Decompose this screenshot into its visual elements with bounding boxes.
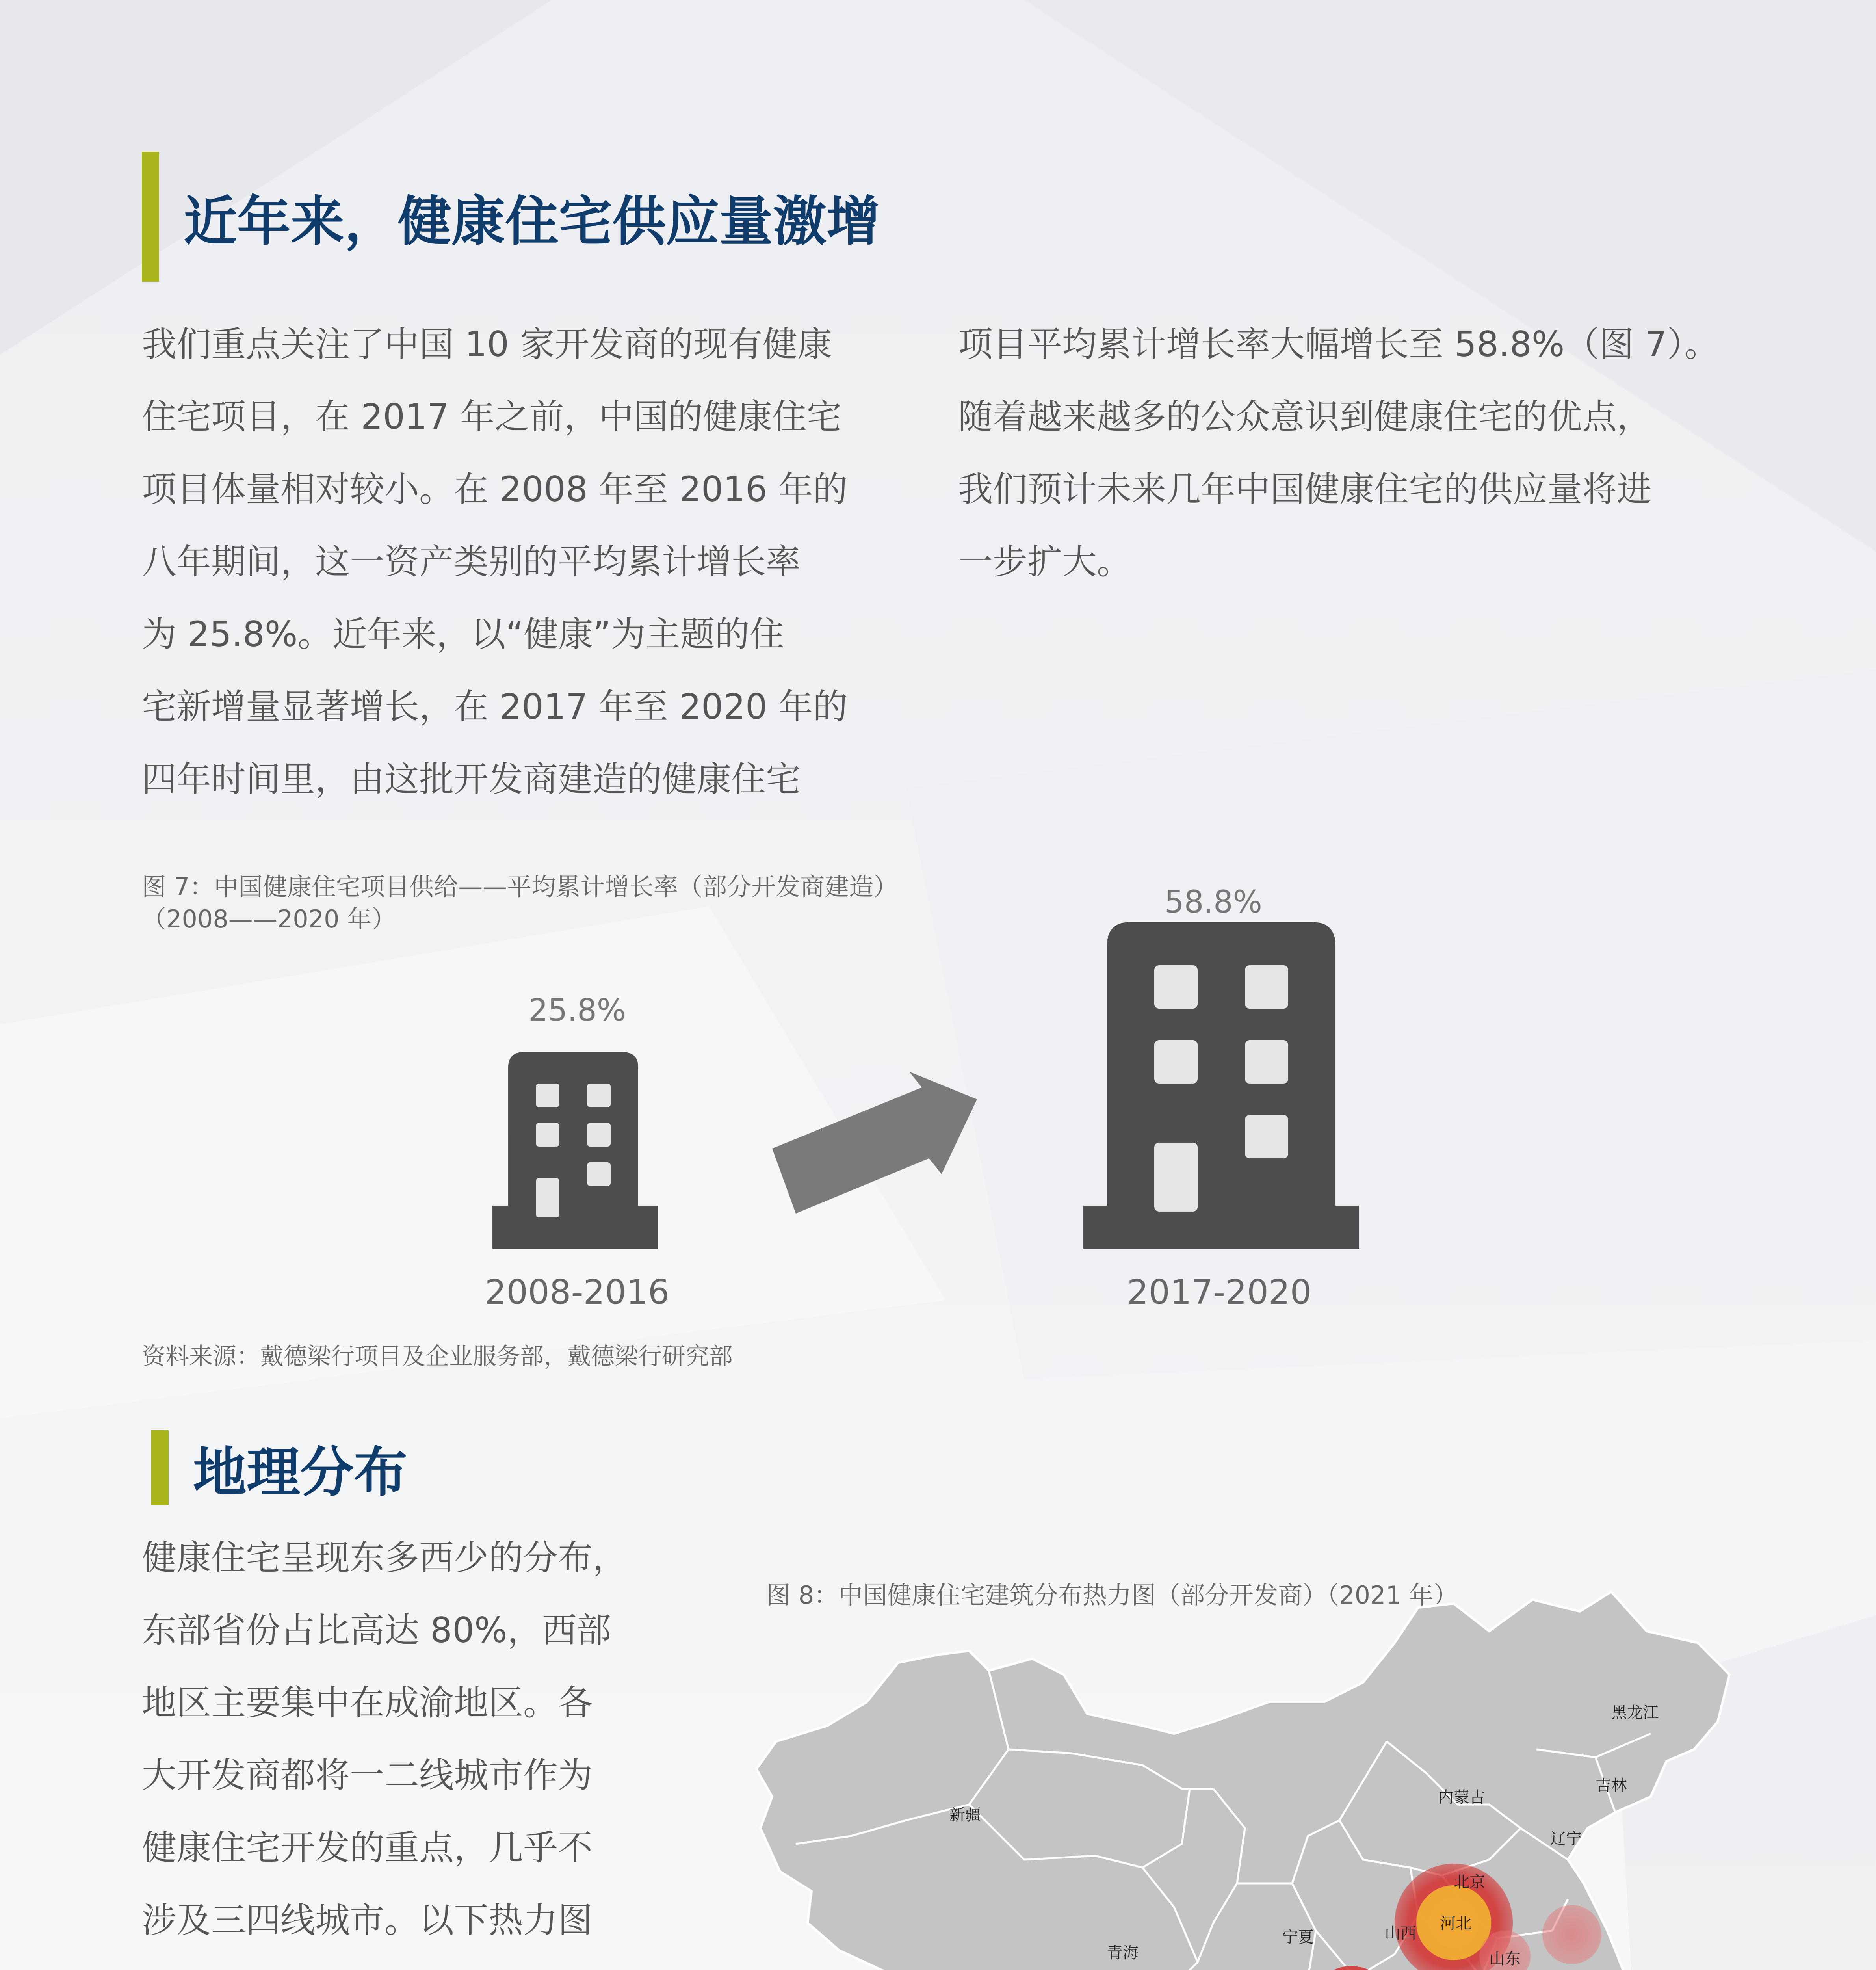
section-heading-geography (151, 1430, 407, 1505)
province-label: 吉林 (1596, 1777, 1627, 1795)
figure7-source: 资料来源：戴德梁行项目及企业服务部，戴德梁行研究部 (142, 1343, 733, 1370)
text-line: 大开发商都将一二线城市作为 (142, 1755, 593, 1795)
heading-text: 近年来，健康住宅供应量激增 (184, 191, 880, 253)
period-after: 2017-2020 (1127, 1273, 1312, 1312)
growth-arrow-icon (772, 1072, 993, 1214)
text-line: 我们预计未来几年中国健康住宅的供应量将进 (958, 469, 1652, 509)
text-line: 地区主要集中在成渝地区。各 (142, 1682, 593, 1723)
text-line: 随着越来越多的公众意识到健康住宅的优点， (958, 396, 1652, 437)
heading-accent-bar (142, 152, 159, 282)
paragraph-right (958, 308, 1719, 598)
text-line: 健康住宅开发的重点，几乎不 (142, 1827, 593, 1868)
province-label: 新疆 (949, 1806, 981, 1824)
text-line: 住宅项目，在 2017 年之前，中国的健康住宅 (142, 396, 841, 437)
province-label: 内蒙古 (1438, 1788, 1485, 1806)
heading-text: 地理分布 (193, 1442, 407, 1504)
text-line (142, 1957, 627, 1970)
growth-value-after: 58.8% (1165, 885, 1262, 920)
text-line: 八年期间，这一资产类别的平均累计增长率 (142, 541, 801, 582)
text-line: 项目平均累计增长率大幅增长至 58.8%（图 7）。 (958, 324, 1719, 364)
text-line: 宅新增量显著增长，在 2017 年至 2020 年的 (142, 686, 848, 727)
text-line: 项目体量相对较小。在 2008 年至 2016 年的 (142, 469, 848, 509)
period-before: 2008-2016 (485, 1273, 670, 1312)
paragraph-geography (142, 1522, 627, 1970)
heat-circle-liaoning-coast (1542, 1905, 1601, 1964)
text-line: 我们重点关注了中国 10 家开发商的现有健康 (142, 324, 832, 364)
province-label: 黑龙江 (1611, 1704, 1659, 1722)
province-label: 青海 (1107, 1944, 1139, 1962)
small-building-icon (489, 1052, 666, 1249)
china-heat-map (749, 1584, 1757, 1970)
large-building-icon (1079, 922, 1363, 1249)
figure7-caption (142, 871, 898, 935)
province-label: 山西 (1385, 1924, 1416, 1942)
province-label: 河北 (1440, 1914, 1471, 1933)
heading-accent-bar (151, 1430, 169, 1505)
province-label: 北京 (1454, 1873, 1485, 1891)
growth-value-before: 25.8% (528, 993, 626, 1028)
text-line: 四年时间里，由这批开发商建造的健康住宅 (142, 759, 801, 799)
province-label: 宁夏 (1282, 1928, 1314, 1946)
text-line: 健康住宅呈现东多西少的分布， (142, 1537, 628, 1578)
text-line: 涉及三四线城市。以下热力图 (142, 1900, 593, 1940)
text-line: 为 25.8%。近年来，以“健康”为主题的住 (142, 614, 784, 654)
caption-line: （2008——2020 年） (142, 905, 396, 933)
province-label: 山东 (1489, 1950, 1521, 1968)
text-line: 东部省份占比高达 80%，西部 (142, 1610, 611, 1650)
caption-line: 图 7：中国健康住宅项目供给——平均累计增长率（部分开发商建造） (142, 872, 898, 901)
paragraph-left (142, 308, 848, 816)
text-line: 一步扩大。 (958, 541, 1132, 582)
province-label: 辽宁 (1550, 1830, 1582, 1848)
section-heading-supply (142, 152, 880, 282)
figure8-caption: 图 8：中国健康住宅建筑分布热力图（部分开发商）（2021 年） (766, 1581, 1458, 1609)
